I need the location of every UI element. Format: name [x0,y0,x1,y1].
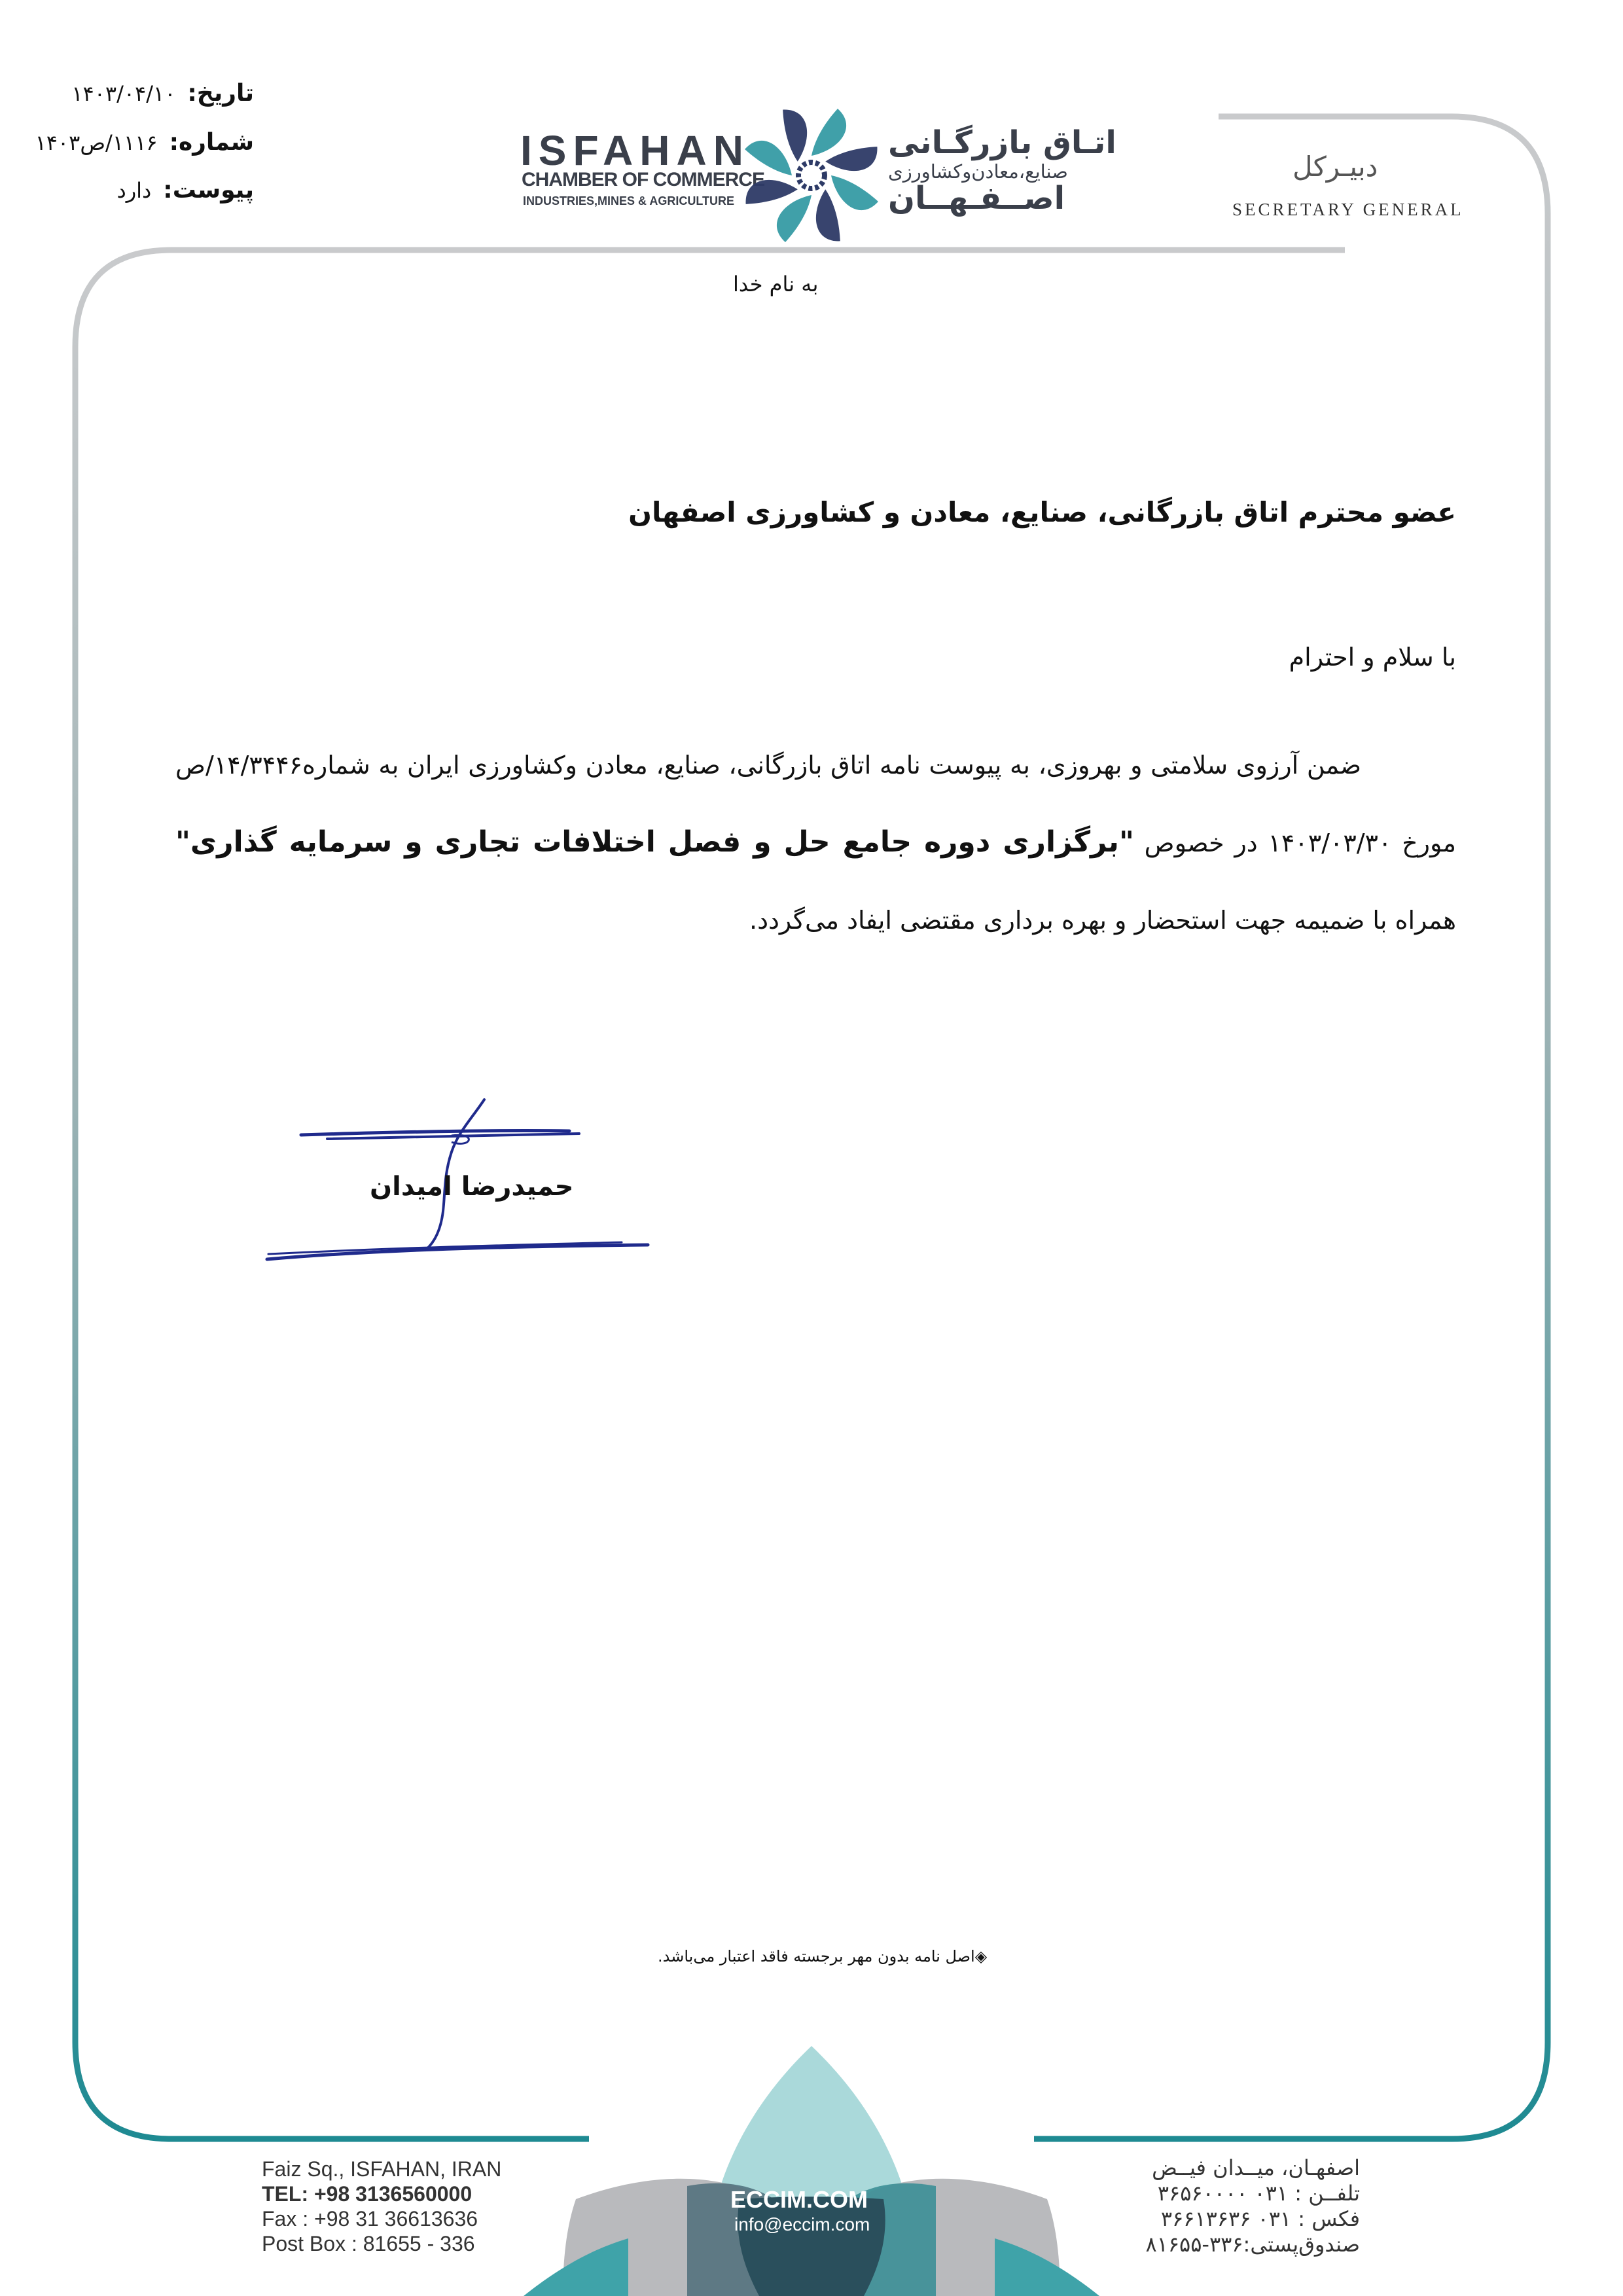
number-label: شماره: [169,129,254,156]
logo-fa-title: اتـاق بازرگـانی [888,124,1116,161]
paragraph-course-title: "برگزاری دوره جامع حل و فصل اختلافات تجاری و سرمایه گذاری" [175,825,1134,859]
logo-petal [831,175,878,210]
footer-lotus-emblem [524,2042,1099,2296]
footer-tel-fa: تلفــن : ۰۳۱ ۳۶۵۶۰۰۰۰ [1157,2181,1360,2206]
secretary-general-fa: دبیـرکل [1293,151,1378,183]
email-label[interactable]: info@eccim.com [734,2214,870,2234]
logo-en-isfahan: ISFAHAN [520,127,750,174]
addressee: عضو محترم اتاق بازرگانی، صنایع، معادن و کشاورزی اصفهان [628,496,1456,528]
paragraph-text-1: ضمن آرزوی سلامتی و بهروزی، به پیوست نامه اتاق بازرگانی، صنایع، معادن وکشاورزی ایران به شماره۱۴/۳۴۴۶/ص مورخ ۱۴۰۳/۰۳/۳۰ در خصوص [175,751,1456,857]
paragraph-text-2: همراه با ضمیمه جهت استحضار و بهره برداری مقتضی ایفاد می‌گردد. [749,906,1456,935]
date-value: ۱۴۰۳/۰۴/۱۰ [71,81,176,106]
validity-note: ◈اصل نامه بدون مهر برجسته فاقد اعتبار می‌باشد. [658,1947,988,1965]
footer-pobox-en: Post Box : 81655 - 336 [262,2232,475,2255]
website-label[interactable]: ECCIM.COM [730,2186,868,2213]
greeting: با سلام و احترام [1289,643,1456,672]
footer-pobox-fa: صندوق‌پستی:۳۳۶-۸۱۶۵۵ [1145,2232,1360,2257]
footer-fax-en: Fax : +98 31 36613636 [262,2207,478,2231]
footer-address-fa: اصفهـان، میــدان فیــض [1152,2155,1360,2180]
logo-en-industries: INDUSTRIES,MINES & AGRICULTURE [523,194,735,207]
attachment-row [116,177,254,204]
logo-petal [745,141,792,175]
footer-fax-fa: فکس : ۰۳۱ ۳۶۶۱۳۶۳۶ [1160,2206,1360,2231]
number-value: ۱۱۱۶/ص۱۴۰۳ [35,130,158,155]
date-label: تاریخ: [187,80,254,107]
attachment-value: دارد [116,178,152,203]
logo-en-chamber: CHAMBER OF COMMERCE [522,169,764,190]
secretary-general-en: SECRETARY GENERAL [1232,200,1464,219]
footer-tel-en: TEL: +98 3136560000 [262,2182,473,2206]
attachment-label: پیوست: [163,177,254,204]
letter-paragraph [175,726,1456,959]
number-row [35,129,254,156]
logo-fa-city: اصــفـهــان [888,180,1065,217]
chamber-logo-emblem [740,103,883,247]
date-row [71,80,254,107]
signer-name: حمیدرضا امیدان [370,1172,574,1202]
logo-petal [777,195,812,242]
logo-fa-subtitle: صنایع،معادن‌وکشاورزی [888,160,1068,183]
basmala: به نام خدا [733,272,819,296]
footer-address-en: Faiz Sq., ISFAHAN, IRAN [262,2157,502,2181]
logo-petal [812,109,846,156]
